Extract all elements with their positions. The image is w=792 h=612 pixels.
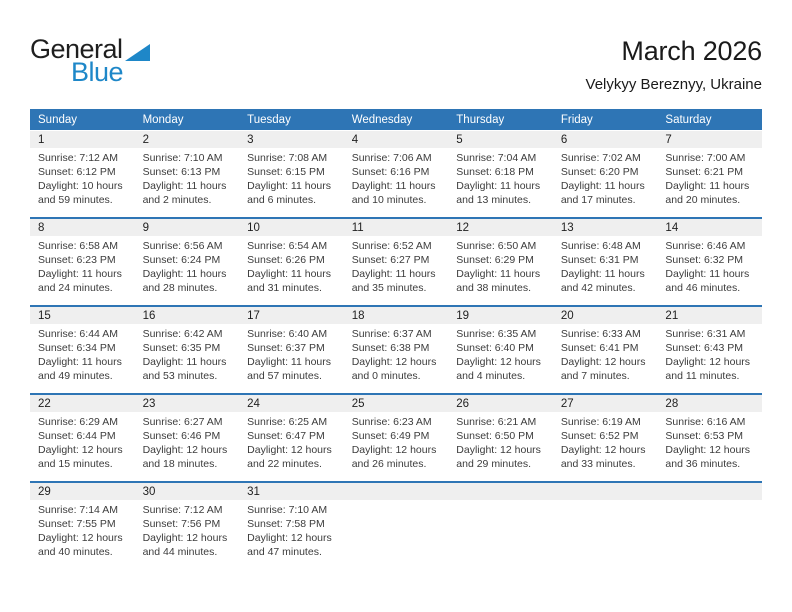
- day-number-band: [657, 219, 762, 236]
- day-details: [344, 236, 449, 295]
- sunrise-text: Sunrise: 7:02 AM: [560, 152, 641, 164]
- daylight-text: Daylight: 11 hours and 42 minutes.: [560, 268, 645, 294]
- sunrise-text: Sunrise: 6:21 AM: [456, 416, 537, 428]
- calendar-table: [30, 109, 762, 567]
- sunrise-text: Sunrise: 7:10 AM: [142, 152, 223, 164]
- calendar-cell: [344, 131, 449, 215]
- weekday-header-row: [30, 109, 762, 130]
- calendar-cell: [239, 131, 344, 215]
- day-number: 25: [351, 397, 365, 410]
- daylight-text: Daylight: 11 hours and 35 minutes.: [351, 268, 436, 294]
- daylight-text: Daylight: 12 hours and 29 minutes.: [456, 444, 541, 470]
- general-blue-logo: [30, 36, 150, 86]
- calendar-cell: [239, 307, 344, 391]
- sunset-text: Sunset: 7:55 PM: [38, 518, 116, 530]
- day-number: 15: [38, 309, 51, 322]
- sunset-text: Sunset: 6:37 PM: [247, 342, 325, 354]
- sunset-text: Sunset: 6:26 PM: [247, 254, 325, 266]
- calendar-cell: [135, 219, 240, 303]
- sunrise-text: Sunrise: 6:25 AM: [247, 416, 328, 428]
- sunrise-text: Sunrise: 6:27 AM: [142, 416, 223, 428]
- day-number: 10: [247, 221, 260, 234]
- calendar-cell: [30, 483, 135, 567]
- daylight-text: Daylight: 11 hours and 28 minutes.: [142, 268, 227, 294]
- sunrise-text: Sunrise: 6:42 AM: [142, 328, 223, 340]
- sunrise-text: Sunrise: 6:23 AM: [351, 416, 432, 428]
- week-row: [30, 217, 762, 303]
- logo-text-blue: Blue: [71, 57, 124, 87]
- day-number: 1: [38, 133, 45, 146]
- daylight-text: Daylight: 11 hours and 49 minutes.: [38, 356, 122, 382]
- calendar-cell: [448, 395, 553, 479]
- sunrise-text: Sunrise: 7:14 AM: [38, 504, 118, 516]
- day-details: [553, 324, 658, 383]
- day-details: [657, 148, 762, 207]
- day-number-band: [448, 131, 553, 148]
- calendar-cell: [239, 395, 344, 479]
- day-number: 13: [560, 221, 574, 234]
- logo-text-general: General: [30, 34, 123, 64]
- calendar-cell: [657, 395, 762, 479]
- sunset-text: Sunset: 6:16 PM: [351, 166, 430, 178]
- daylight-text: Daylight: 12 hours and 0 minutes.: [351, 356, 437, 382]
- day-details: [135, 324, 240, 383]
- calendar-cell: [30, 219, 135, 303]
- daylight-text: Daylight: 11 hours and 53 minutes.: [142, 356, 227, 382]
- day-number-band: [657, 395, 762, 412]
- daylight-text: Daylight: 12 hours and 36 minutes.: [665, 444, 751, 470]
- day-details: [553, 148, 658, 207]
- calendar-cell: [553, 219, 658, 303]
- sunset-text: Sunset: 6:41 PM: [560, 342, 639, 354]
- sunset-text: Sunset: 6:29 PM: [456, 254, 534, 266]
- day-number: 20: [560, 309, 574, 322]
- day-details: [344, 148, 449, 207]
- day-number: 4: [351, 133, 359, 146]
- day-number: 18: [351, 309, 365, 322]
- sunrise-text: Sunrise: 6:48 AM: [560, 240, 641, 252]
- sunrise-text: Sunrise: 7:10 AM: [247, 504, 328, 516]
- sunset-text: Sunset: 6:18 PM: [456, 166, 534, 178]
- calendar-cell: [344, 395, 449, 479]
- day-number: 7: [665, 133, 672, 146]
- sunset-text: Sunset: 6:12 PM: [38, 166, 116, 178]
- day-number-band: [239, 131, 344, 148]
- day-number-band: [30, 483, 135, 500]
- sunset-text: Sunset: 6:52 PM: [560, 430, 639, 442]
- weekday-tuesday: Tuesday: [247, 113, 291, 126]
- day-number-band: [344, 131, 449, 148]
- sunrise-text: Sunrise: 6:19 AM: [560, 416, 641, 428]
- day-number-band: [135, 483, 240, 500]
- day-number-band: [448, 395, 553, 412]
- day-number-band: [553, 131, 658, 148]
- day-details: [239, 412, 344, 471]
- day-number-band: [135, 131, 240, 148]
- day-number: 3: [247, 133, 254, 146]
- calendar-cell-empty: [553, 483, 658, 567]
- day-number-band: [553, 395, 658, 412]
- calendar-cell: [448, 131, 553, 215]
- sunrise-text: Sunrise: 6:33 AM: [560, 328, 641, 340]
- daylight-text: Daylight: 11 hours and 2 minutes.: [142, 180, 227, 206]
- calendar-cell: [553, 131, 658, 215]
- sunrise-text: Sunrise: 6:50 AM: [456, 240, 537, 252]
- sunrise-text: Sunrise: 6:58 AM: [38, 240, 118, 252]
- calendar-cell: [135, 307, 240, 391]
- day-number: 21: [665, 309, 679, 322]
- sunrise-text: Sunrise: 6:54 AM: [247, 240, 328, 252]
- day-number-band: [239, 395, 344, 412]
- sunset-text: Sunset: 6:15 PM: [247, 166, 325, 178]
- sunset-text: Sunset: 6:21 PM: [665, 166, 744, 178]
- daylight-text: Daylight: 12 hours and 7 minutes.: [560, 356, 646, 382]
- sunrise-text: Sunrise: 6:44 AM: [38, 328, 118, 340]
- sunrise-text: Sunrise: 6:35 AM: [456, 328, 537, 340]
- calendar-cell: [344, 219, 449, 303]
- day-number-band: [30, 395, 135, 412]
- day-number-band: [657, 131, 762, 148]
- day-details: [239, 324, 344, 383]
- day-details: [448, 412, 553, 471]
- day-number-band: [135, 219, 240, 236]
- weekday-monday: Monday: [142, 113, 184, 126]
- day-details: [239, 148, 344, 207]
- calendar-cell: [30, 307, 135, 391]
- day-number: 5: [456, 133, 463, 146]
- calendar-cell: [30, 131, 135, 215]
- week-row: [30, 481, 762, 567]
- day-number: 17: [247, 309, 260, 322]
- week-row: [30, 393, 762, 479]
- sunrise-text: Sunrise: 6:52 AM: [351, 240, 432, 252]
- daylight-text: Daylight: 12 hours and 40 minutes.: [38, 532, 123, 558]
- sunrise-text: Sunrise: 7:00 AM: [665, 152, 746, 164]
- day-number-band: [30, 219, 135, 236]
- title-block: [586, 36, 762, 93]
- day-number: 14: [665, 221, 679, 234]
- weekday-thursday: Thursday: [456, 113, 505, 126]
- sunrise-text: Sunrise: 6:16 AM: [665, 416, 746, 428]
- day-details: [135, 236, 240, 295]
- sunrise-text: Sunrise: 6:31 AM: [665, 328, 746, 340]
- day-details: [30, 500, 135, 559]
- calendar-cell-empty: [448, 483, 553, 567]
- sunset-text: Sunset: 6:49 PM: [351, 430, 430, 442]
- day-details: [657, 412, 762, 471]
- day-details: [30, 324, 135, 383]
- daylight-text: Daylight: 11 hours and 24 minutes.: [38, 268, 122, 294]
- calendar-cell: [30, 395, 135, 479]
- day-number-band: [657, 307, 762, 324]
- day-number: 31: [247, 485, 260, 498]
- sunset-text: Sunset: 6:24 PM: [142, 254, 221, 266]
- daylight-text: Daylight: 11 hours and 10 minutes.: [351, 180, 436, 206]
- sunset-text: Sunset: 6:53 PM: [665, 430, 744, 442]
- day-number: 24: [247, 397, 260, 410]
- daylight-text: Daylight: 12 hours and 11 minutes.: [665, 356, 751, 382]
- day-details: [135, 500, 240, 559]
- day-details: [448, 324, 553, 383]
- sunrise-text: Sunrise: 7:12 AM: [142, 504, 223, 516]
- calendar-cell: [135, 395, 240, 479]
- daylight-text: Daylight: 11 hours and 17 minutes.: [560, 180, 645, 206]
- day-number-band: [135, 395, 240, 412]
- daylight-text: Daylight: 12 hours and 26 minutes.: [351, 444, 437, 470]
- calendar-cell: [657, 131, 762, 215]
- weekday-wednesday: Wednesday: [351, 113, 413, 126]
- day-number: 28: [665, 397, 679, 410]
- daylight-text: Daylight: 10 hours and 59 minutes.: [38, 180, 123, 206]
- day-details: [239, 500, 344, 559]
- sunrise-text: Sunrise: 7:06 AM: [351, 152, 432, 164]
- daylight-text: Daylight: 12 hours and 15 minutes.: [38, 444, 123, 470]
- calendar-cell: [657, 307, 762, 391]
- calendar-cell: [135, 483, 240, 567]
- day-number: 27: [560, 397, 574, 410]
- calendar-cell: [657, 219, 762, 303]
- daylight-text: Daylight: 12 hours and 22 minutes.: [247, 444, 332, 470]
- sunset-text: Sunset: 7:58 PM: [247, 518, 325, 530]
- day-number-band: [135, 307, 240, 324]
- day-details: [135, 148, 240, 207]
- sunrise-text: Sunrise: 7:12 AM: [38, 152, 118, 164]
- sunset-text: Sunset: 6:43 PM: [665, 342, 744, 354]
- daylight-text: Daylight: 12 hours and 33 minutes.: [560, 444, 646, 470]
- day-number: 12: [456, 221, 470, 234]
- day-number: 19: [456, 309, 470, 322]
- calendar-cell: [239, 219, 344, 303]
- day-number-band: [239, 307, 344, 324]
- day-details: [553, 236, 658, 295]
- day-number-band: [448, 219, 553, 236]
- sunset-text: Sunset: 6:13 PM: [142, 166, 221, 178]
- day-details: [30, 148, 135, 207]
- day-number-band: [553, 483, 658, 500]
- logo-triangle-icon: [125, 44, 150, 61]
- page-subtitle: Velykyy Bereznyy, Ukraine: [585, 76, 762, 93]
- day-number-band: [344, 307, 449, 324]
- calendar-cell: [448, 307, 553, 391]
- day-details: [657, 236, 762, 295]
- day-details: [239, 236, 344, 295]
- daylight-text: Daylight: 12 hours and 18 minutes.: [142, 444, 228, 470]
- daylight-text: Daylight: 12 hours and 47 minutes.: [247, 532, 332, 558]
- sunset-text: Sunset: 6:38 PM: [351, 342, 430, 354]
- calendar-cell: [239, 483, 344, 567]
- calendar-cell: [135, 131, 240, 215]
- daylight-text: Daylight: 11 hours and 38 minutes.: [456, 268, 541, 294]
- day-details: [344, 412, 449, 471]
- daylight-text: Daylight: 11 hours and 6 minutes.: [247, 180, 331, 206]
- day-number-band: [344, 219, 449, 236]
- day-number: 11: [351, 221, 364, 234]
- day-number-band: [344, 395, 449, 412]
- sunset-text: Sunset: 6:46 PM: [142, 430, 221, 442]
- sunrise-text: Sunrise: 6:37 AM: [351, 328, 432, 340]
- weekday-friday: Friday: [560, 113, 593, 126]
- week-row: [30, 305, 762, 391]
- calendar-cell: [344, 307, 449, 391]
- day-details: [30, 412, 135, 471]
- sunset-text: Sunset: 6:20 PM: [560, 166, 639, 178]
- sunset-text: Sunset: 6:23 PM: [38, 254, 116, 266]
- daylight-text: Daylight: 11 hours and 57 minutes.: [247, 356, 331, 382]
- day-number: 23: [142, 397, 156, 410]
- calendar-cell-empty: [344, 483, 449, 567]
- day-number: 30: [142, 485, 156, 498]
- day-number: 6: [560, 133, 568, 146]
- calendar-cell: [448, 219, 553, 303]
- page-header: [0, 0, 792, 93]
- sunset-text: Sunset: 6:35 PM: [142, 342, 221, 354]
- day-details: [135, 412, 240, 471]
- sunrise-text: Sunrise: 7:04 AM: [456, 152, 537, 164]
- sunset-text: Sunset: 6:34 PM: [38, 342, 116, 354]
- calendar-cell-empty: [657, 483, 762, 567]
- sunrise-text: Sunrise: 6:40 AM: [247, 328, 328, 340]
- sunrise-text: Sunrise: 6:29 AM: [38, 416, 118, 428]
- sunrise-text: Sunrise: 6:46 AM: [665, 240, 746, 252]
- daylight-text: Daylight: 11 hours and 20 minutes.: [665, 180, 750, 206]
- sunset-text: Sunset: 6:40 PM: [456, 342, 534, 354]
- calendar-weeks: [30, 131, 762, 567]
- page-title: March 2026: [621, 36, 762, 66]
- day-number: 22: [38, 397, 51, 410]
- day-number-band: [448, 483, 553, 500]
- calendar-cell: [553, 395, 658, 479]
- sunset-text: Sunset: 6:27 PM: [351, 254, 430, 266]
- weekday-saturday: Saturday: [665, 113, 712, 126]
- day-number-band: [657, 483, 762, 500]
- day-number-band: [448, 307, 553, 324]
- sunset-text: Sunset: 6:32 PM: [665, 254, 744, 266]
- day-number: 16: [142, 309, 156, 322]
- sunset-text: Sunset: 6:44 PM: [38, 430, 116, 442]
- day-number: 2: [142, 133, 149, 146]
- day-number: 26: [456, 397, 470, 410]
- day-number: 8: [38, 221, 45, 234]
- day-details: [553, 412, 658, 471]
- sunset-text: Sunset: 6:47 PM: [247, 430, 325, 442]
- day-number: 29: [38, 485, 51, 498]
- week-row: [30, 131, 762, 215]
- day-details: [657, 324, 762, 383]
- weekday-sunday: Sunday: [38, 113, 78, 126]
- sunrise-text: Sunrise: 6:56 AM: [142, 240, 223, 252]
- daylight-text: Daylight: 11 hours and 13 minutes.: [456, 180, 541, 206]
- sunrise-text: Sunrise: 7:08 AM: [247, 152, 328, 164]
- day-number-band: [239, 483, 344, 500]
- day-details: [448, 148, 553, 207]
- day-number-band: [239, 219, 344, 236]
- day-details: [344, 324, 449, 383]
- day-number-band: [344, 483, 449, 500]
- day-number-band: [30, 307, 135, 324]
- sunset-text: Sunset: 6:31 PM: [560, 254, 639, 266]
- calendar-cell: [553, 307, 658, 391]
- day-number-band: [553, 219, 658, 236]
- sunset-text: Sunset: 7:56 PM: [142, 518, 221, 530]
- day-number-band: [553, 307, 658, 324]
- daylight-text: Daylight: 11 hours and 31 minutes.: [247, 268, 331, 294]
- day-number: 9: [142, 221, 149, 234]
- day-details: [30, 236, 135, 295]
- daylight-text: Daylight: 12 hours and 44 minutes.: [142, 532, 228, 558]
- sunset-text: Sunset: 6:50 PM: [456, 430, 534, 442]
- day-details: [448, 236, 553, 295]
- daylight-text: Daylight: 11 hours and 46 minutes.: [665, 268, 750, 294]
- daylight-text: Daylight: 12 hours and 4 minutes.: [456, 356, 541, 382]
- day-number-band: [30, 131, 135, 148]
